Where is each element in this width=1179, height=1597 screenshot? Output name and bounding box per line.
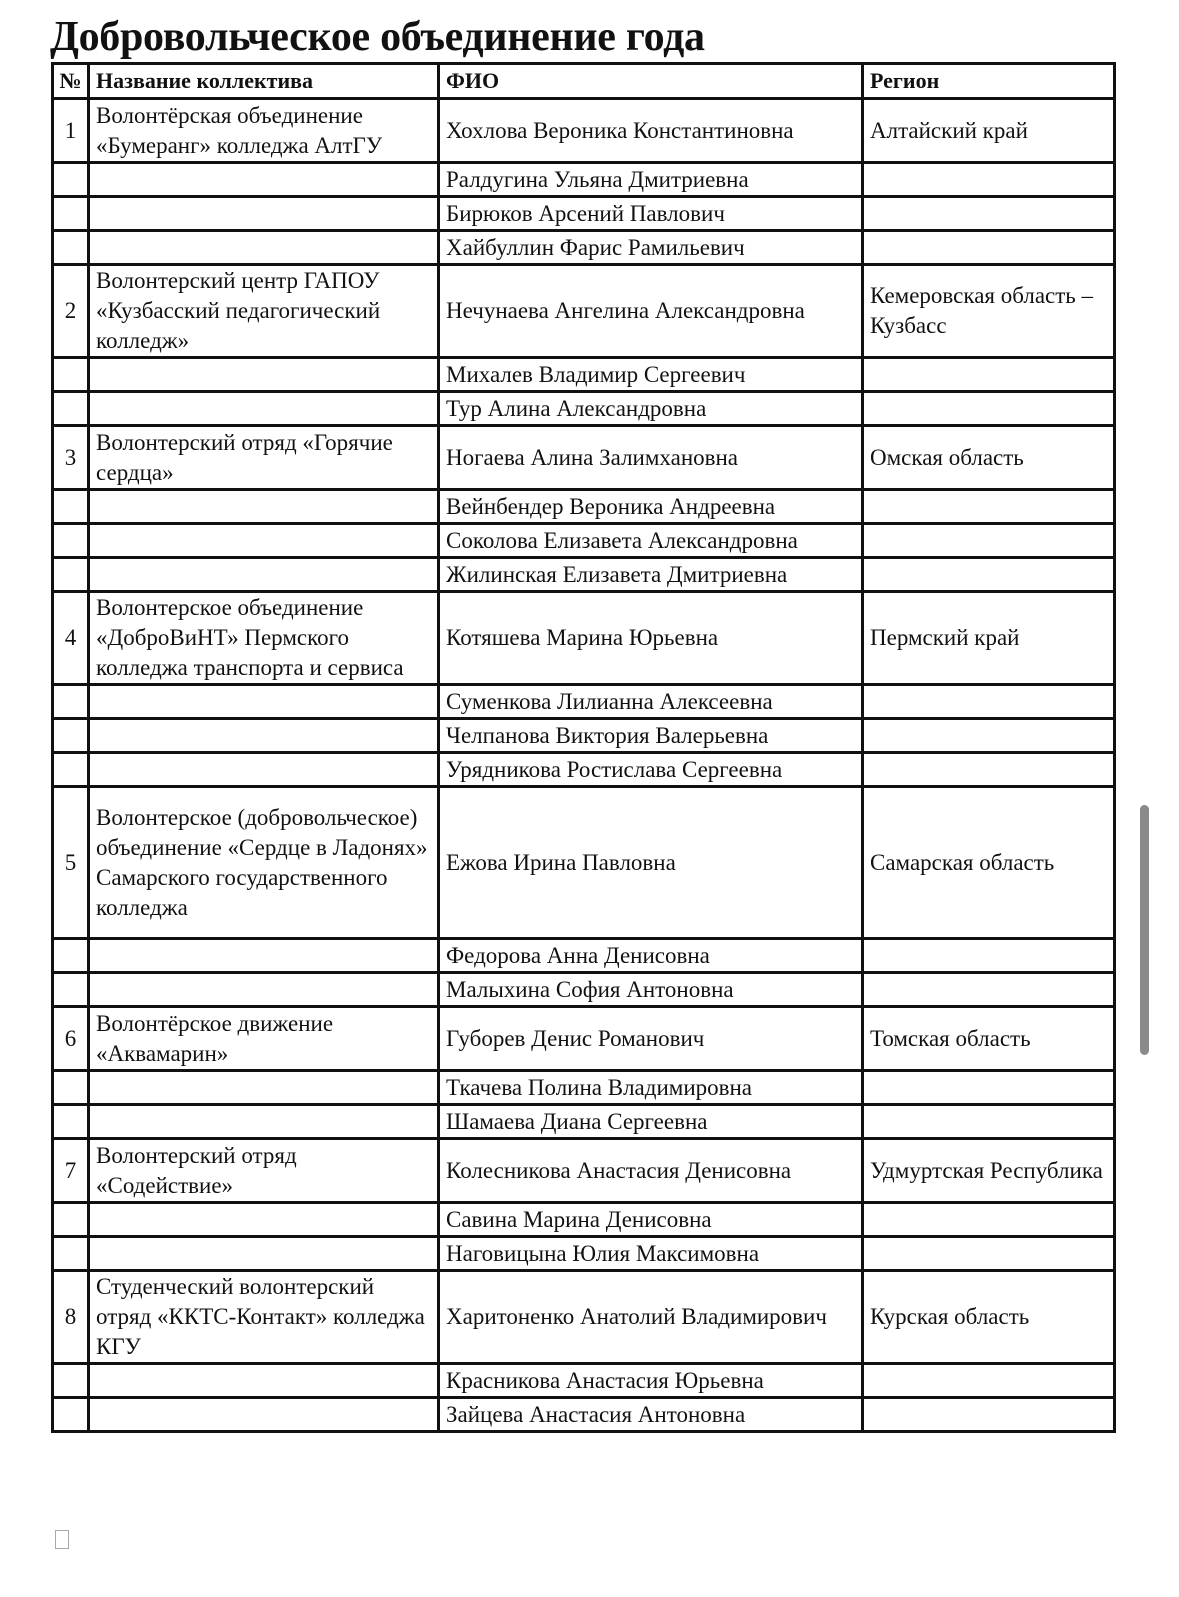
cell-fio: Котяшева Марина Юрьевна [439, 592, 863, 685]
cell-num: 5 [53, 787, 89, 939]
cell-region [863, 392, 1115, 426]
cell-fio: Бирюков Арсений Павлович [439, 197, 863, 231]
cell-team-name [89, 163, 439, 197]
cell-region [863, 558, 1115, 592]
cell-fio: Малыхина София Антоновна [439, 973, 863, 1007]
group-row [53, 99, 1115, 163]
cell-fio: Жилинская Елизавета Дмитриевна [439, 558, 863, 592]
cell-region [863, 939, 1115, 973]
cell-team-name [89, 1364, 439, 1398]
member-row [53, 490, 1115, 524]
cell-num [53, 524, 89, 558]
group-row [53, 1139, 1115, 1203]
cell-team-name [89, 1398, 439, 1432]
member-row [53, 1071, 1115, 1105]
cell-region [863, 1071, 1115, 1105]
cell-fio: Урядникова Ростислава Сергеевна [439, 753, 863, 787]
cell-region: Кемеровская область – Кузбасс [863, 265, 1115, 358]
cell-num [53, 1071, 89, 1105]
cell-region [863, 685, 1115, 719]
cell-fio: Хайбуллин Фарис Рамильевич [439, 231, 863, 265]
cell-fio: Ткачева Полина Владимировна [439, 1071, 863, 1105]
member-row [53, 939, 1115, 973]
cell-num: 8 [53, 1271, 89, 1364]
cell-region [863, 1203, 1115, 1237]
cell-fio: Красникова Анастасия Юрьевна [439, 1364, 863, 1398]
cell-team-name [89, 1237, 439, 1271]
cell-team-name [89, 490, 439, 524]
cell-num [53, 358, 89, 392]
cell-region [863, 1364, 1115, 1398]
member-row [53, 685, 1115, 719]
cell-team-name [89, 1203, 439, 1237]
cell-team-name: Волонтерское (добровольческое) объединение «Сердце в Ладонях» Самарского государственного колледжа [89, 787, 439, 939]
cell-num: 3 [53, 426, 89, 490]
cell-num [53, 1203, 89, 1237]
cell-team-name: Волонтерский центр ГАПОУ «Кузбасский педагогический колледж» [89, 265, 439, 358]
member-row [53, 719, 1115, 753]
cell-fio: Ежова Ирина Павловна [439, 787, 863, 939]
cell-region: Курская область [863, 1271, 1115, 1364]
cell-region [863, 524, 1115, 558]
cell-num [53, 490, 89, 524]
cell-num [53, 719, 89, 753]
cell-region [863, 719, 1115, 753]
group-row [53, 1271, 1115, 1364]
cell-num [53, 392, 89, 426]
member-row [53, 392, 1115, 426]
header-num: № [53, 64, 89, 99]
member-row [53, 1105, 1115, 1139]
cell-fio: Колесникова Анастасия Денисовна [439, 1139, 863, 1203]
cell-team-name: Волонтерский отряд «Горячие сердца» [89, 426, 439, 490]
cell-region [863, 1237, 1115, 1271]
cell-fio: Тур Алина Александровна [439, 392, 863, 426]
cell-team-name [89, 753, 439, 787]
member-row [53, 753, 1115, 787]
cell-team-name: Волонтерское объединение «ДоброВиНТ» Пермского колледжа транспорта и сервиса [89, 592, 439, 685]
header-region: Регион [863, 64, 1115, 99]
member-row [53, 1398, 1115, 1432]
cell-region: Удмуртская Республика [863, 1139, 1115, 1203]
cell-num [53, 1364, 89, 1398]
member-row [53, 1364, 1115, 1398]
cell-team-name: Волонтёрское движение «Аквамарин» [89, 1007, 439, 1071]
group-row [53, 787, 1115, 939]
cell-fio: Вейнбендер Вероника Андреевна [439, 490, 863, 524]
cell-team-name [89, 685, 439, 719]
member-row [53, 1237, 1115, 1271]
cell-num: 7 [53, 1139, 89, 1203]
cell-team-name [89, 719, 439, 753]
member-row [53, 1203, 1115, 1237]
cell-num: 6 [53, 1007, 89, 1071]
checkbox[interactable] [55, 1530, 69, 1549]
cell-num [53, 558, 89, 592]
cell-fio: Михалев Владимир Сергеевич [439, 358, 863, 392]
cell-num [53, 753, 89, 787]
cell-fio: Хохлова Вероника Константиновна [439, 99, 863, 163]
member-row [53, 358, 1115, 392]
cell-region [863, 1105, 1115, 1139]
member-row [53, 558, 1115, 592]
cell-region [863, 231, 1115, 265]
cell-team-name: Волонтерский отряд «Содействие» [89, 1139, 439, 1203]
cell-team-name: Волонтёрская объединение «Бумеранг» колледжа АлтГУ [89, 99, 439, 163]
cell-fio: Губорев Денис Романович [439, 1007, 863, 1071]
scrollbar[interactable] [1140, 805, 1149, 1055]
header-fio: ФИО [439, 64, 863, 99]
cell-num: 1 [53, 99, 89, 163]
page-title: Добровольческое объединение года [50, 14, 705, 60]
cell-fio: Суменкова Лилианна Алексеевна [439, 685, 863, 719]
cell-fio: Соколова Елизавета Александровна [439, 524, 863, 558]
cell-fio: Ралдугина Ульяна Дмитриевна [439, 163, 863, 197]
cell-num [53, 1105, 89, 1139]
cell-fio: Харитоненко Анатолий Владимирович [439, 1271, 863, 1364]
table-body [53, 99, 1115, 1432]
cell-num [53, 1237, 89, 1271]
cell-fio: Савина Марина Денисовна [439, 1203, 863, 1237]
cell-num [53, 163, 89, 197]
group-row [53, 426, 1115, 490]
cell-team-name [89, 1105, 439, 1139]
cell-fio: Челпанова Виктория Валерьевна [439, 719, 863, 753]
cell-team-name [89, 358, 439, 392]
member-row [53, 163, 1115, 197]
cell-region [863, 490, 1115, 524]
cell-region [863, 163, 1115, 197]
cell-num [53, 685, 89, 719]
member-row [53, 231, 1115, 265]
cell-team-name [89, 524, 439, 558]
member-row [53, 524, 1115, 558]
cell-fio: Наговицына Юлия Максимовна [439, 1237, 863, 1271]
cell-team-name [89, 392, 439, 426]
cell-fio: Нечунаева Ангелина Александровна [439, 265, 863, 358]
cell-num [53, 939, 89, 973]
cell-region: Пермский край [863, 592, 1115, 685]
cell-num [53, 231, 89, 265]
cell-fio: Зайцева Анастасия Антоновна [439, 1398, 863, 1432]
cell-num [53, 1398, 89, 1432]
group-row [53, 592, 1115, 685]
winners-table [51, 62, 1116, 1433]
cell-num [53, 197, 89, 231]
cell-region: Алтайский край [863, 99, 1115, 163]
member-row [53, 197, 1115, 231]
cell-num: 2 [53, 265, 89, 358]
cell-region [863, 753, 1115, 787]
cell-num: 4 [53, 592, 89, 685]
cell-region [863, 358, 1115, 392]
cell-region [863, 973, 1115, 1007]
cell-team-name [89, 973, 439, 1007]
cell-fio: Федорова Анна Денисовна [439, 939, 863, 973]
member-row [53, 973, 1115, 1007]
cell-region [863, 197, 1115, 231]
cell-team-name: Студенческий волонтерский отряд «ККТС-Контакт» колледжа КГУ [89, 1271, 439, 1364]
table-header-row [53, 64, 1115, 99]
cell-team-name [89, 197, 439, 231]
cell-team-name [89, 1071, 439, 1105]
cell-region: Самарская область [863, 787, 1115, 939]
cell-region: Омская область [863, 426, 1115, 490]
cell-num [53, 973, 89, 1007]
cell-region [863, 1398, 1115, 1432]
cell-fio: Ногаева Алина Залимхановна [439, 426, 863, 490]
group-row [53, 1007, 1115, 1071]
cell-team-name [89, 558, 439, 592]
cell-team-name [89, 939, 439, 973]
header-name: Название коллектива [89, 64, 439, 99]
group-row [53, 265, 1115, 358]
cell-region: Томская область [863, 1007, 1115, 1071]
cell-team-name [89, 231, 439, 265]
cell-fio: Шамаева Диана Сергеевна [439, 1105, 863, 1139]
